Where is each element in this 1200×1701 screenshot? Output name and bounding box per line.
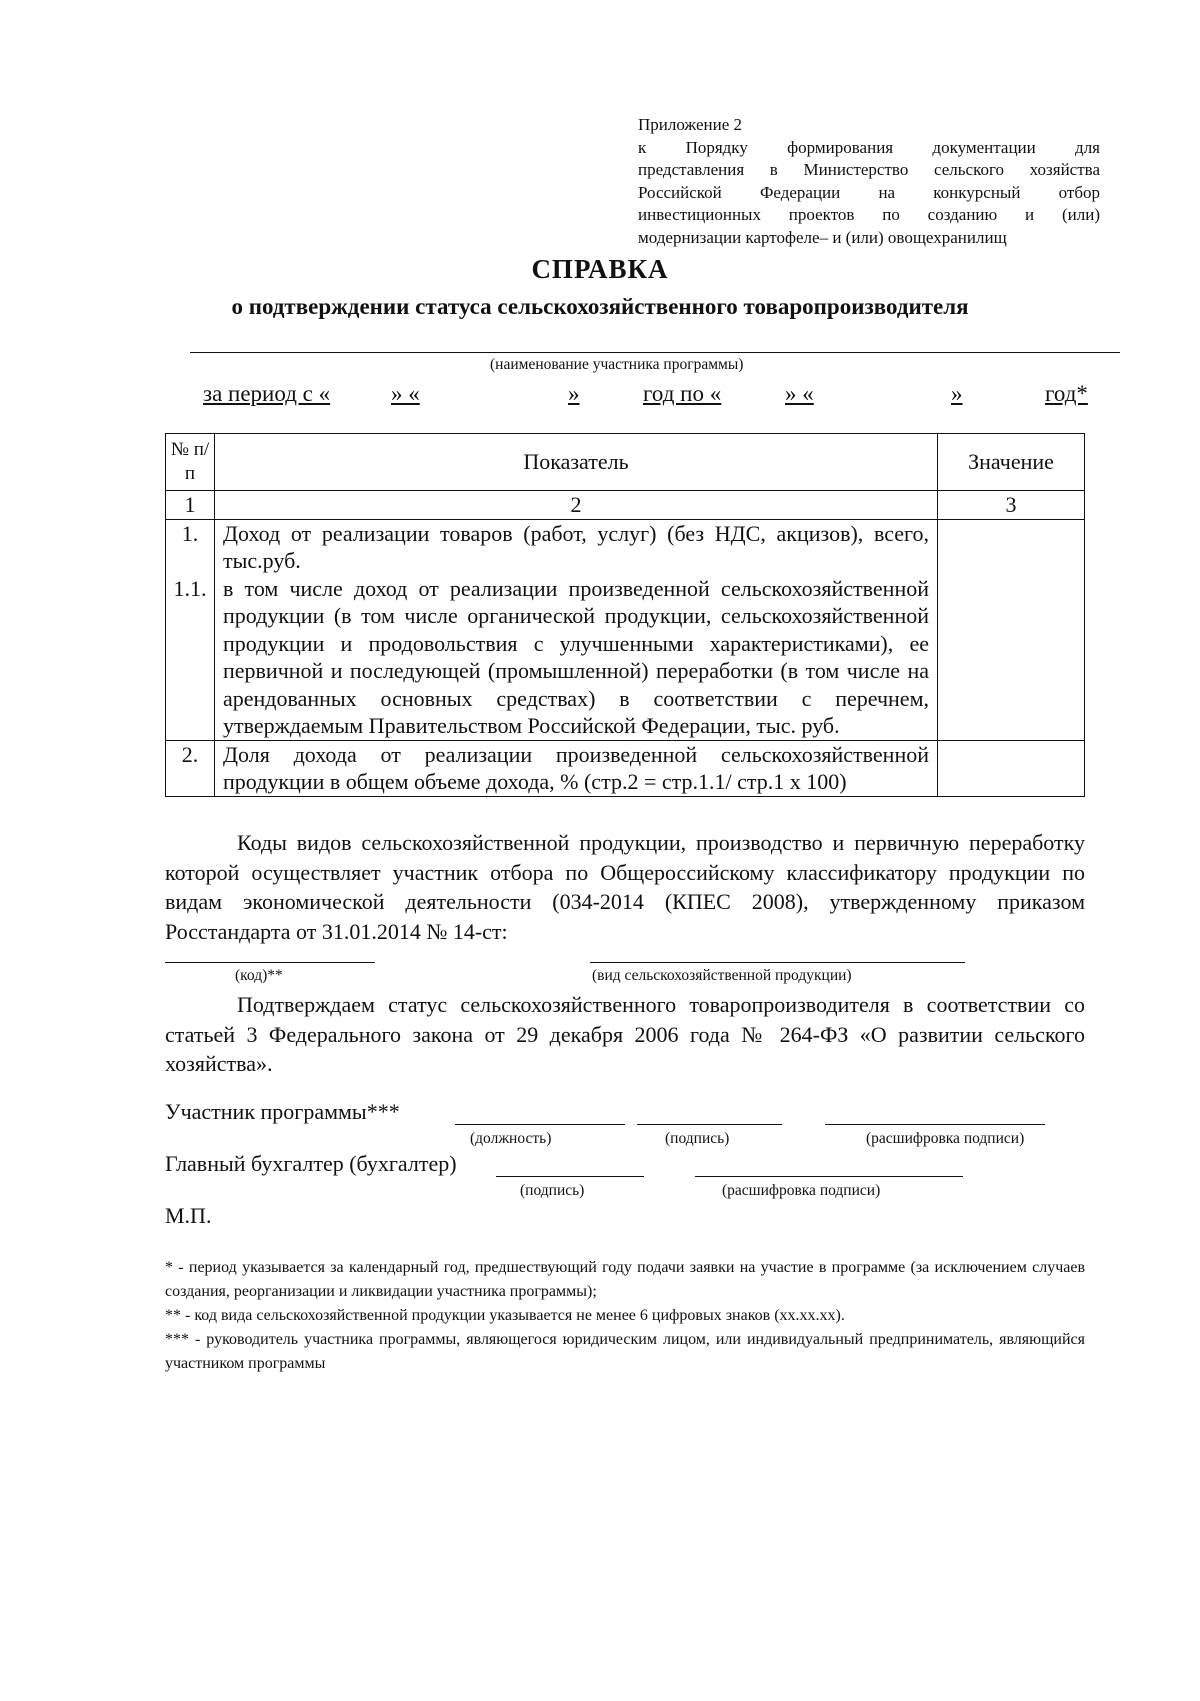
product-caption: (вид сельскохозяйственной продукции) (592, 967, 852, 984)
col-number: 3 (938, 491, 1085, 520)
accountant-signature-caption: (подпись) (520, 1182, 585, 1199)
header-value: Значение (938, 434, 1085, 491)
participant-name-line (190, 352, 1120, 353)
header-indicator: Показатель (215, 434, 938, 491)
table-column-numbers-row (166, 491, 1085, 520)
row-text-income: Доход от реализации товаров (работ, услуг) (без НДС, акцизов), всего, тыс.руб. (223, 520, 929, 573)
position-caption: (должность) (470, 1130, 552, 1147)
appendix-line: Приложение 2 (638, 115, 742, 134)
row-number: 1.1. (173, 575, 207, 601)
appendix-line: Российской Федерации на конкурсный отбор (638, 182, 1100, 202)
confirm-paragraph: Подтверждаем статус сельскохозяйственного товаропроизводителя в соответствии со статьей 3 Федерального закона от 29 декабря 2006 года № 264-ФЗ «О развитии сельского хозяйства». (165, 992, 1085, 1076)
document-subtitle: о подтверждении статуса сельскохозяйственного товаропроизводителя (231, 294, 969, 319)
row-text (215, 519, 938, 740)
period-part: » « (785, 381, 814, 406)
accountant-label: Главный бухгалтер (бухгалтер) (165, 1151, 457, 1176)
header-num: № п/п (166, 434, 215, 491)
decoding-caption: (расшифровка подписи) (866, 1130, 1025, 1147)
row-number: 1. (181, 520, 199, 546)
footnote: * - период указывается за календарный год, предшествующий году подачи заявки на участие в программе (за исключением случаев создания, реорганизации и ликвидации участника программы); (165, 1259, 1085, 1300)
row-text-share: Доля дохода от реализации произведенной сельскохозяйственной продукции в общем объеме дохода, % (стр.2 = стр.1.1/ стр.1 х 100) (215, 740, 938, 796)
footnote: ** - код вида сельскохозяйственной продукции указывается не менее 6 цифровых знаков (хх.хх.хх). (165, 1307, 845, 1324)
product-line (590, 962, 965, 963)
document-title: СПРАВКА (531, 254, 669, 284)
accountant-decoding-caption: (расшифровка подписи) (722, 1182, 881, 1199)
footnote: *** - руководитель участника программы, являющегося юридическим лицом, или индивидуальный предприниматель, являющийся участником программы (165, 1331, 1085, 1372)
period-part: за период с « (203, 381, 331, 406)
value-cell[interactable] (938, 740, 1085, 796)
row-numbers (166, 519, 215, 740)
table-header-row (166, 434, 1085, 491)
code-line (165, 962, 375, 963)
signature-caption: (подпись) (665, 1130, 730, 1147)
table-row (166, 519, 1085, 740)
appendix-line: модернизации картофеле– и (или) овощехранилищ (638, 227, 1007, 247)
appendix-line: к Порядку формирования документации для (638, 137, 1100, 157)
value-cell[interactable] (938, 519, 1085, 740)
code-caption: (код)** (235, 967, 283, 984)
appendix-line: представления в Министерство сельского хозяйства (638, 160, 1100, 179)
signature-line[interactable] (637, 1124, 782, 1125)
appendix-line: инвестиционных проектов по созданию и (или) (638, 205, 1100, 224)
decoding-line[interactable] (825, 1124, 1045, 1125)
col-number: 2 (215, 491, 938, 520)
accountant-signature-line[interactable] (496, 1176, 644, 1177)
participant-name-caption: (наименование участника программы) (490, 356, 744, 373)
period-part: год по « (643, 381, 722, 406)
period-part: год* (1045, 381, 1088, 406)
participant-label: Участник программы*** (165, 1099, 400, 1124)
appendix-block (638, 114, 1100, 249)
row-number: 2. (166, 740, 215, 796)
position-line[interactable] (455, 1124, 625, 1125)
footnotes (165, 1256, 1085, 1376)
stamp-placeholder: М.П. (165, 1203, 212, 1228)
table-row (166, 740, 1085, 796)
accountant-decoding-line[interactable] (695, 1176, 963, 1177)
period-part: » (568, 381, 580, 406)
row-text-agri-income: в том числе доход от реализации произведенной сельскохозяйственной продукции (в том числе органической продукции, сельскохозяйственной продукции и продовольствия с улучшенными характеристиками), ее первичной и последующей (промышленной) переработки (в том числе на арендованных основных средствах) в соответствии с перечнем, утверждаемым Правительством Российской Федерации, тыс. руб. (223, 575, 929, 738)
col-number: 1 (166, 491, 215, 520)
codes-paragraph: Коды видов сельскохозяйственной продукции, производство и первичную переработку которой осуществляет участник отбора по Общероссийскому классификатору продукции по видам экономической деятельности (034-2014 (КПЕС 2008), утвержденному приказом Росстандарта от 31.01.2014 № 14-ст: (165, 830, 1085, 944)
period-part: » « (391, 381, 420, 406)
indicator-table (165, 433, 1085, 797)
period-part: » (951, 381, 963, 406)
